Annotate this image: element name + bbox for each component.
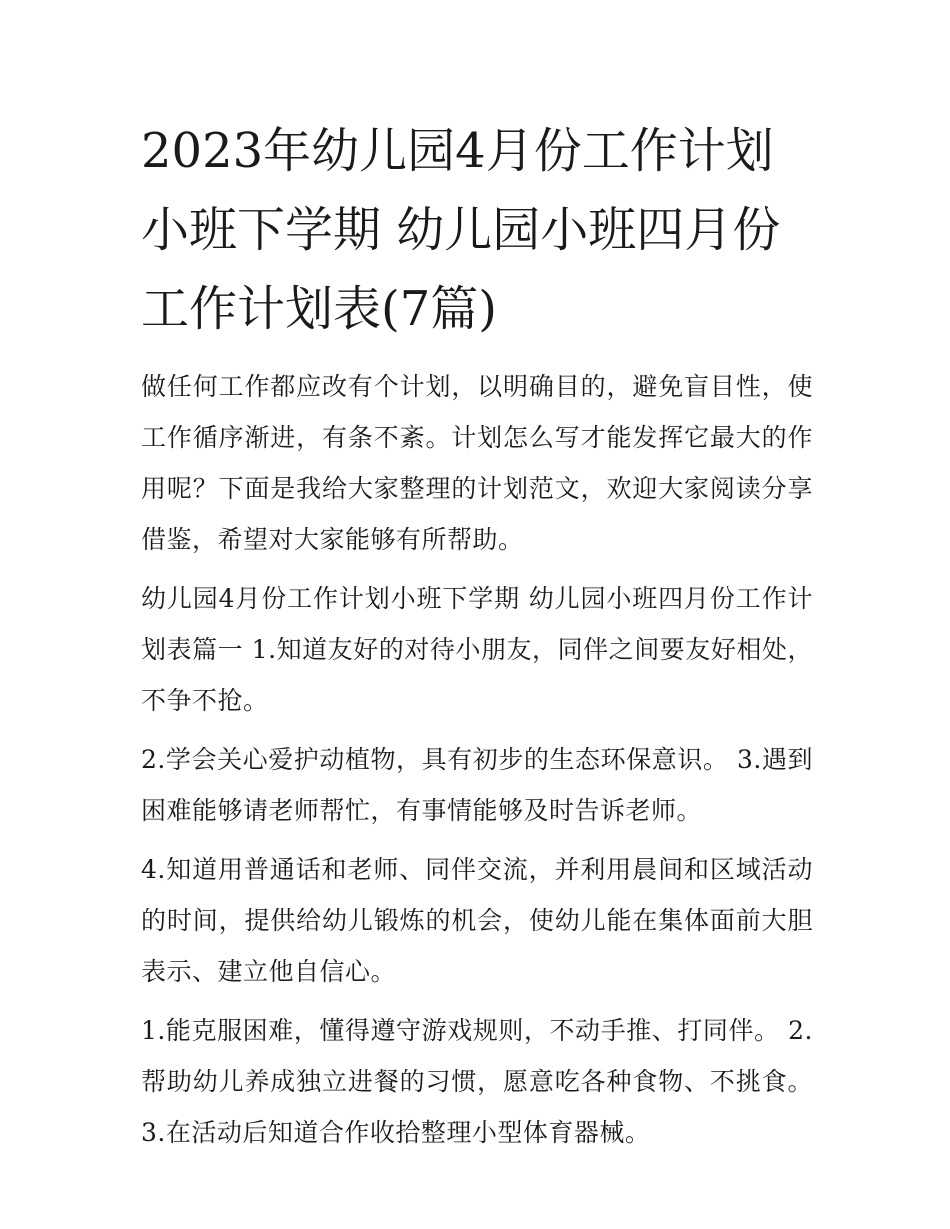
paragraph-intro: 做任何工作都应改有个计划，以明确目的，避免盲目性，使工作循序渐进，有条不紊。计划怎么写才能发挥它最大的作用呢？下面是我给大家整理的计划范文，欢迎大家阅读分享借鉴，希望对大家能够有所帮助。: [141, 372, 813, 554]
paragraph-item-2-3: 2.学会关心爱护动植物，具有初步的生态环保意识。 3.遇到困难能够请老师帮忙，有事情能够及时告诉老师。: [141, 745, 813, 825]
paragraph-section-one: 幼儿园4月份工作计划小班下学期 幼儿园小班四月份工作计划表篇一 1.知道友好的对待小朋友，同伴之间要友好相处，不争不抢。: [141, 584, 813, 715]
paragraph-items-1-3: 1.能克服困难，懂得遵守游戏规则，不动手推、打同伴。 2.帮助幼儿养成独立进餐的习惯，愿意吃各种食物、不挑食。 3.在活动后知道合作收拾整理小型体育器械。: [141, 1016, 813, 1147]
document-body: [141, 112, 813, 1166]
paragraph-item-4: 4.知道用普通话和老师、同伴交流，并利用晨间和区域活动的时间，提供给幼儿锻炼的机会，使幼儿能在集体面前大胆表示、建立他自信心。: [141, 855, 813, 986]
document-title: 2023年幼儿园4月份工作计划小班下学期 幼儿园小班四月份工作计划表(7篇): [141, 123, 781, 337]
